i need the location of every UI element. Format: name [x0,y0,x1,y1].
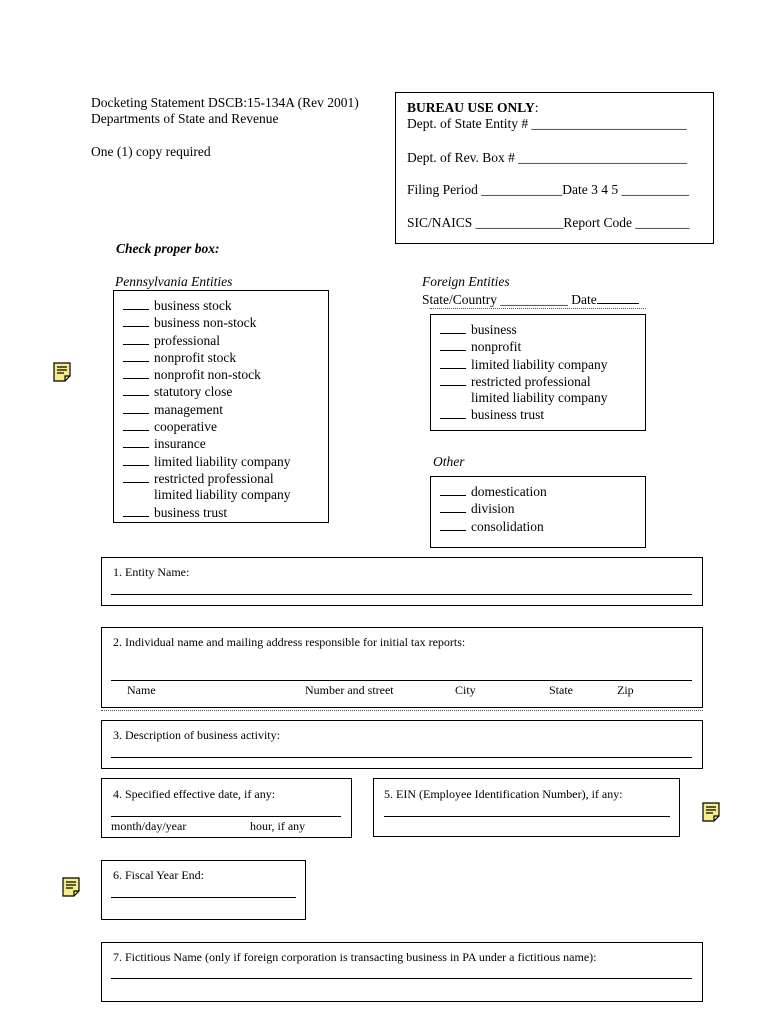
checkbox-blank[interactable] [123,418,149,431]
option-label: consolidation [471,518,544,534]
entity-name-label: 1. Entity Name: [113,565,190,579]
pa-entity-option[interactable] [123,418,290,435]
other-entity-option[interactable] [440,518,547,535]
mailing-address-box [101,627,703,708]
option-label: insurance [154,436,206,452]
business-activity-label: 3. Description of business activity: [113,728,280,742]
other-entity-option[interactable] [440,483,547,500]
option-label: nonprofit stock [154,349,237,365]
hour-label: hour, if any [250,819,306,833]
form-title: Docketing Statement DSCB:15-134A (Rev 2001) [91,95,359,110]
entity-name-input-line[interactable] [111,594,692,595]
checkbox-blank[interactable] [440,406,466,419]
option-label: restricted professional [471,373,591,389]
mailing-address-label: 2. Individual name and mailing address responsible for initial tax reports: [113,635,466,649]
option-label: business non-stock [154,315,257,331]
checkbox-blank[interactable] [440,338,466,351]
foreign-entity-option [440,390,607,406]
pa-entity-option [123,487,290,503]
fictitious-name-input-line[interactable] [111,978,692,979]
option-label: business [471,322,517,337]
checkbox-blank[interactable] [123,366,149,379]
filing-period-field[interactable]: Filing Period ____________Date 3 4 5 __________ [407,182,689,197]
pa-entity-option[interactable] [123,366,290,383]
pa-entity-option[interactable] [123,383,290,400]
dotted-divider [101,710,703,711]
bureau-use-box [395,92,714,244]
effective-date-input-line[interactable] [111,816,341,817]
sticky-note-icon[interactable] [53,362,71,382]
option-label: business stock [154,298,232,313]
bureau-title: BUREAU USE ONLY: [407,100,539,115]
ein-input-line[interactable] [384,816,670,817]
state-entity-field[interactable]: Dept. of State Entity # _______________________ [407,116,687,131]
option-label: business trust [471,407,545,423]
entity-name-box [101,557,703,606]
checkbox-blank[interactable] [123,314,149,327]
fiscal-year-label: 6. Fiscal Year End: [113,868,204,882]
pa-entity-option[interactable] [123,435,290,452]
other-heading: Other [433,454,465,469]
departments-line: Departments of State and Revenue [91,111,279,126]
ein-box [373,778,680,837]
checkbox-blank[interactable] [440,356,466,369]
sticky-note-icon[interactable] [62,877,80,897]
other-entity-option[interactable] [440,500,547,517]
fictitious-name-box [101,942,703,1002]
foreign-entities-heading: Foreign Entities [422,274,510,289]
option-label: division [471,501,515,517]
checkbox-blank[interactable] [123,332,149,345]
foreign-entity-option[interactable] [440,373,607,390]
checkbox-blank[interactable] [440,321,466,334]
mailing-address-input-line[interactable] [111,680,692,681]
pa-entity-option[interactable] [123,314,290,331]
pa-entity-option[interactable] [123,401,290,418]
fictitious-name-label: 7. Fictitious Name (only if foreign corporation is transacting business in PA under a fictitious name): [113,950,597,964]
dotted-divider [430,308,646,309]
pa-entity-option[interactable] [123,453,290,470]
fiscal-year-box [101,860,306,920]
ein-label: 5. EIN (Employee Identification Number), if any: [384,787,623,801]
pa-entity-option[interactable] [123,504,290,521]
business-activity-input-line[interactable] [111,757,692,758]
option-label: statutory close [154,384,233,400]
rev-box-field[interactable]: Dept. of Rev. Box # _________________________ [407,150,687,165]
effective-date-label: 4. Specified effective date, if any: [113,787,276,801]
copies-required: One (1) copy required [91,144,211,159]
foreign-entity-option[interactable] [440,406,607,423]
checkbox-blank[interactable] [440,500,466,513]
checkbox-blank[interactable] [440,483,466,496]
pa-entities-list [123,297,290,521]
pa-entities-heading: Pennsylvania Entities [115,274,233,289]
option-label: professional [154,332,220,348]
other-box [430,476,646,548]
pa-entity-option[interactable] [123,297,290,314]
checkbox-blank[interactable] [123,453,149,466]
pa-entity-option[interactable] [123,470,290,487]
checkbox-blank[interactable] [123,401,149,414]
col-state: State [549,683,573,697]
col-street: Number and street [305,683,394,697]
option-label: cooperative [154,419,217,435]
checkbox-blank[interactable] [123,383,149,396]
date-format-label: month/day/year [111,819,187,833]
state-country-field[interactable]: State/Country __________ Date [422,291,639,308]
checkbox-blank[interactable] [123,435,149,448]
option-label: nonprofit non-stock [154,367,261,383]
other-list [440,483,547,535]
option-label: domestication [471,484,547,499]
checkbox-blank[interactable] [123,470,149,483]
option-label: limited liability company [471,390,608,406]
option-label: limited liability company [154,487,291,503]
col-city: City [455,683,476,697]
foreign-entity-option[interactable] [440,356,607,373]
sic-naics-field[interactable]: SIC/NAICS _____________Report Code ________ [407,215,690,230]
option-label: limited liability company [154,453,291,469]
foreign-entity-option[interactable] [440,321,607,338]
foreign-entities-box [430,314,646,431]
option-label: restricted professional [154,470,274,486]
checkbox-blank[interactable] [123,504,149,517]
col-zip: Zip [617,683,634,697]
checkbox-blank[interactable] [123,349,149,362]
option-label: management [154,401,223,417]
pa-entity-option[interactable] [123,349,290,366]
checkbox-blank[interactable] [440,373,466,386]
option-label: nonprofit [471,339,522,355]
fiscal-year-input-line[interactable] [111,897,296,898]
sticky-note-icon[interactable] [702,802,720,822]
checkbox-blank[interactable] [440,518,466,531]
checkbox-blank[interactable] [123,297,149,310]
col-name: Name [127,683,156,697]
foreign-entities-list [440,321,607,424]
foreign-entity-option[interactable] [440,338,607,355]
effective-date-box [101,778,352,838]
pa-entities-box [113,290,329,523]
pa-entity-option[interactable] [123,332,290,349]
option-label: limited liability company [471,356,608,372]
option-label: business trust [154,504,228,520]
check-heading: Check proper box: [116,241,220,256]
business-activity-box [101,720,703,769]
